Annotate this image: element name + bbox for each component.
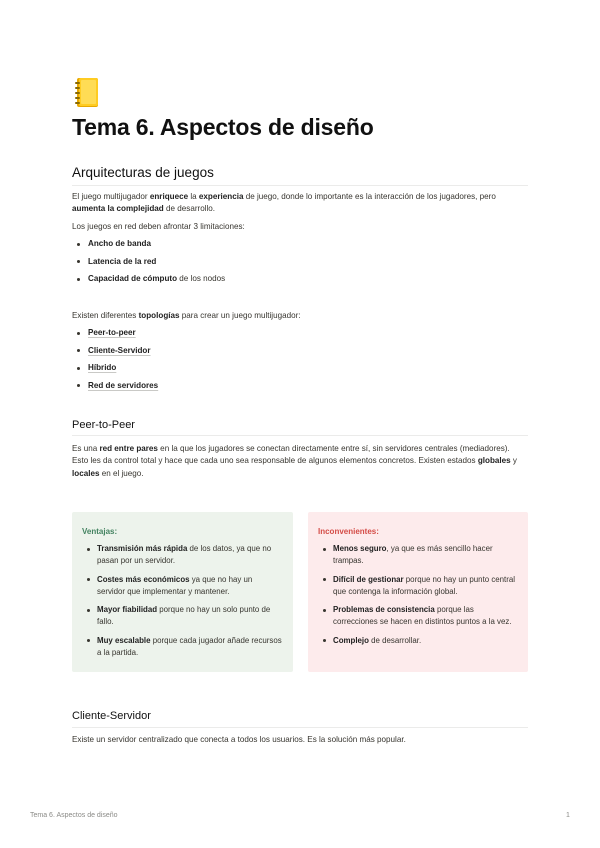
- text-run: Es una: [72, 444, 100, 453]
- ventajas-heading: Ventajas:: [82, 527, 118, 536]
- link-text[interactable]: Híbrido: [88, 363, 117, 372]
- text-run: Existen diferentes: [72, 311, 139, 320]
- bold-text: Transmisión más rápida: [97, 544, 188, 553]
- bold-text: Menos seguro: [333, 544, 387, 553]
- link-text[interactable]: Peer-to-peer: [88, 328, 136, 337]
- list-item: [72, 238, 225, 256]
- notebook-icon: [72, 76, 102, 110]
- text-run: , ya que es más sencillo hacer trampas.: [333, 544, 493, 566]
- list-item[interactable]: [72, 380, 158, 398]
- section-heading-arquitecturas: Arquitecturas de juegos: [72, 165, 214, 180]
- text-run: de desarrollar.: [368, 635, 422, 645]
- bold-text: globales: [477, 456, 511, 466]
- limitaciones-list: [72, 238, 225, 291]
- text-run: y: [510, 456, 517, 466]
- list-item[interactable]: [72, 362, 158, 380]
- footer-title: Tema 6. Aspectos de diseño: [30, 812, 118, 819]
- section-heading-p2p: Peer-to-Peer: [72, 419, 135, 431]
- list-item: [82, 543, 282, 568]
- paragraph-p2p: [72, 443, 528, 480]
- list-item: [72, 273, 225, 291]
- divider: [72, 185, 528, 186]
- text-run: El juego multijugador: [72, 192, 150, 201]
- paragraph-intro: [72, 191, 528, 216]
- list-item[interactable]: [72, 327, 158, 345]
- bold-text: Latencia de la red: [88, 256, 157, 266]
- bold-text: red entre pares: [99, 444, 158, 453]
- text-run: de juego, donde lo importante es la interacción de los jugadores, pero: [243, 192, 496, 201]
- text-run: para crear un juego multijugador:: [179, 311, 301, 320]
- bold-text: aumenta la complejidad: [72, 204, 164, 214]
- list-item[interactable]: [72, 345, 158, 363]
- list-item: [72, 256, 225, 274]
- page-number: 1: [566, 812, 570, 819]
- list-item: [82, 635, 282, 660]
- text-run: en la que los jugadores se conectan directamente entre sí, sin servidores centrales (mediadores). Esto les da control total y hace que cada uno sea responsable de algunos elementos concretos. Existen estados: [72, 444, 510, 466]
- list-item: [318, 635, 518, 647]
- link-text[interactable]: Cliente-Servidor: [88, 345, 151, 355]
- divider: [72, 727, 528, 728]
- inconvenientes-list: [318, 543, 518, 653]
- divider: [72, 435, 528, 436]
- text-run: en el juego.: [99, 468, 144, 478]
- list-item: [318, 604, 518, 629]
- bold-text: Muy escalable: [97, 635, 151, 645]
- topologias-list[interactable]: [72, 327, 158, 397]
- bold-text: topologías: [138, 311, 180, 320]
- list-item: [318, 574, 518, 599]
- bold-text: Ancho de banda: [88, 239, 151, 248]
- paragraph-limitaciones: Los juegos en red deben afrontar 3 limitaciones:: [72, 222, 245, 231]
- text-run: porque no hay un solo punto de fallo.: [97, 605, 271, 627]
- text-run: porque cada jugador añade recursos a la partida.: [97, 635, 282, 658]
- bold-text: experiencia: [198, 192, 244, 201]
- bold-text: Problemas de consistencia: [333, 605, 435, 615]
- text-run: porque no hay un punto central que contenga la información global.: [333, 574, 516, 596]
- bold-text: Difícil de gestionar: [333, 574, 404, 584]
- bold-text: Mayor fiabilidad: [97, 605, 158, 615]
- bold-text: enriquece: [149, 192, 189, 201]
- page-title: Tema 6. Aspectos de diseño: [72, 114, 374, 140]
- bold-text: Costes más económicos: [97, 574, 190, 584]
- inconvenientes-callout: [308, 512, 528, 672]
- text-run: la: [188, 192, 199, 201]
- text-run: de desarrollo.: [163, 204, 216, 214]
- text-run: porque las correcciones se hacen en distintos puntos a la vez.: [333, 605, 512, 627]
- paragraph-cliente-servidor: Existe un servidor centralizado que conecta a todos los usuarios. Es la solución más popular.: [72, 735, 406, 744]
- ventajas-list: [82, 543, 282, 665]
- list-item: [318, 543, 518, 568]
- text-run: de los datos, ya que no pasan por un servidor.: [97, 544, 272, 566]
- paragraph-topologias: [72, 310, 528, 322]
- bold-text: locales: [72, 468, 100, 478]
- list-item: [82, 574, 282, 599]
- text-run: ya que no hay un servidor que implementar y mantener.: [97, 574, 253, 596]
- text-run: de los nodos: [177, 274, 226, 283]
- ventajas-callout: [72, 512, 293, 672]
- section-heading-cliente-servidor: Cliente-Servidor: [72, 710, 151, 722]
- bold-text: Capacidad de cómputo: [88, 274, 178, 283]
- list-item: [82, 604, 282, 629]
- link-text[interactable]: Red de servidores: [88, 380, 159, 390]
- inconvenientes-heading: Inconvenientes:: [318, 527, 379, 536]
- bold-text: Complejo: [333, 635, 369, 645]
